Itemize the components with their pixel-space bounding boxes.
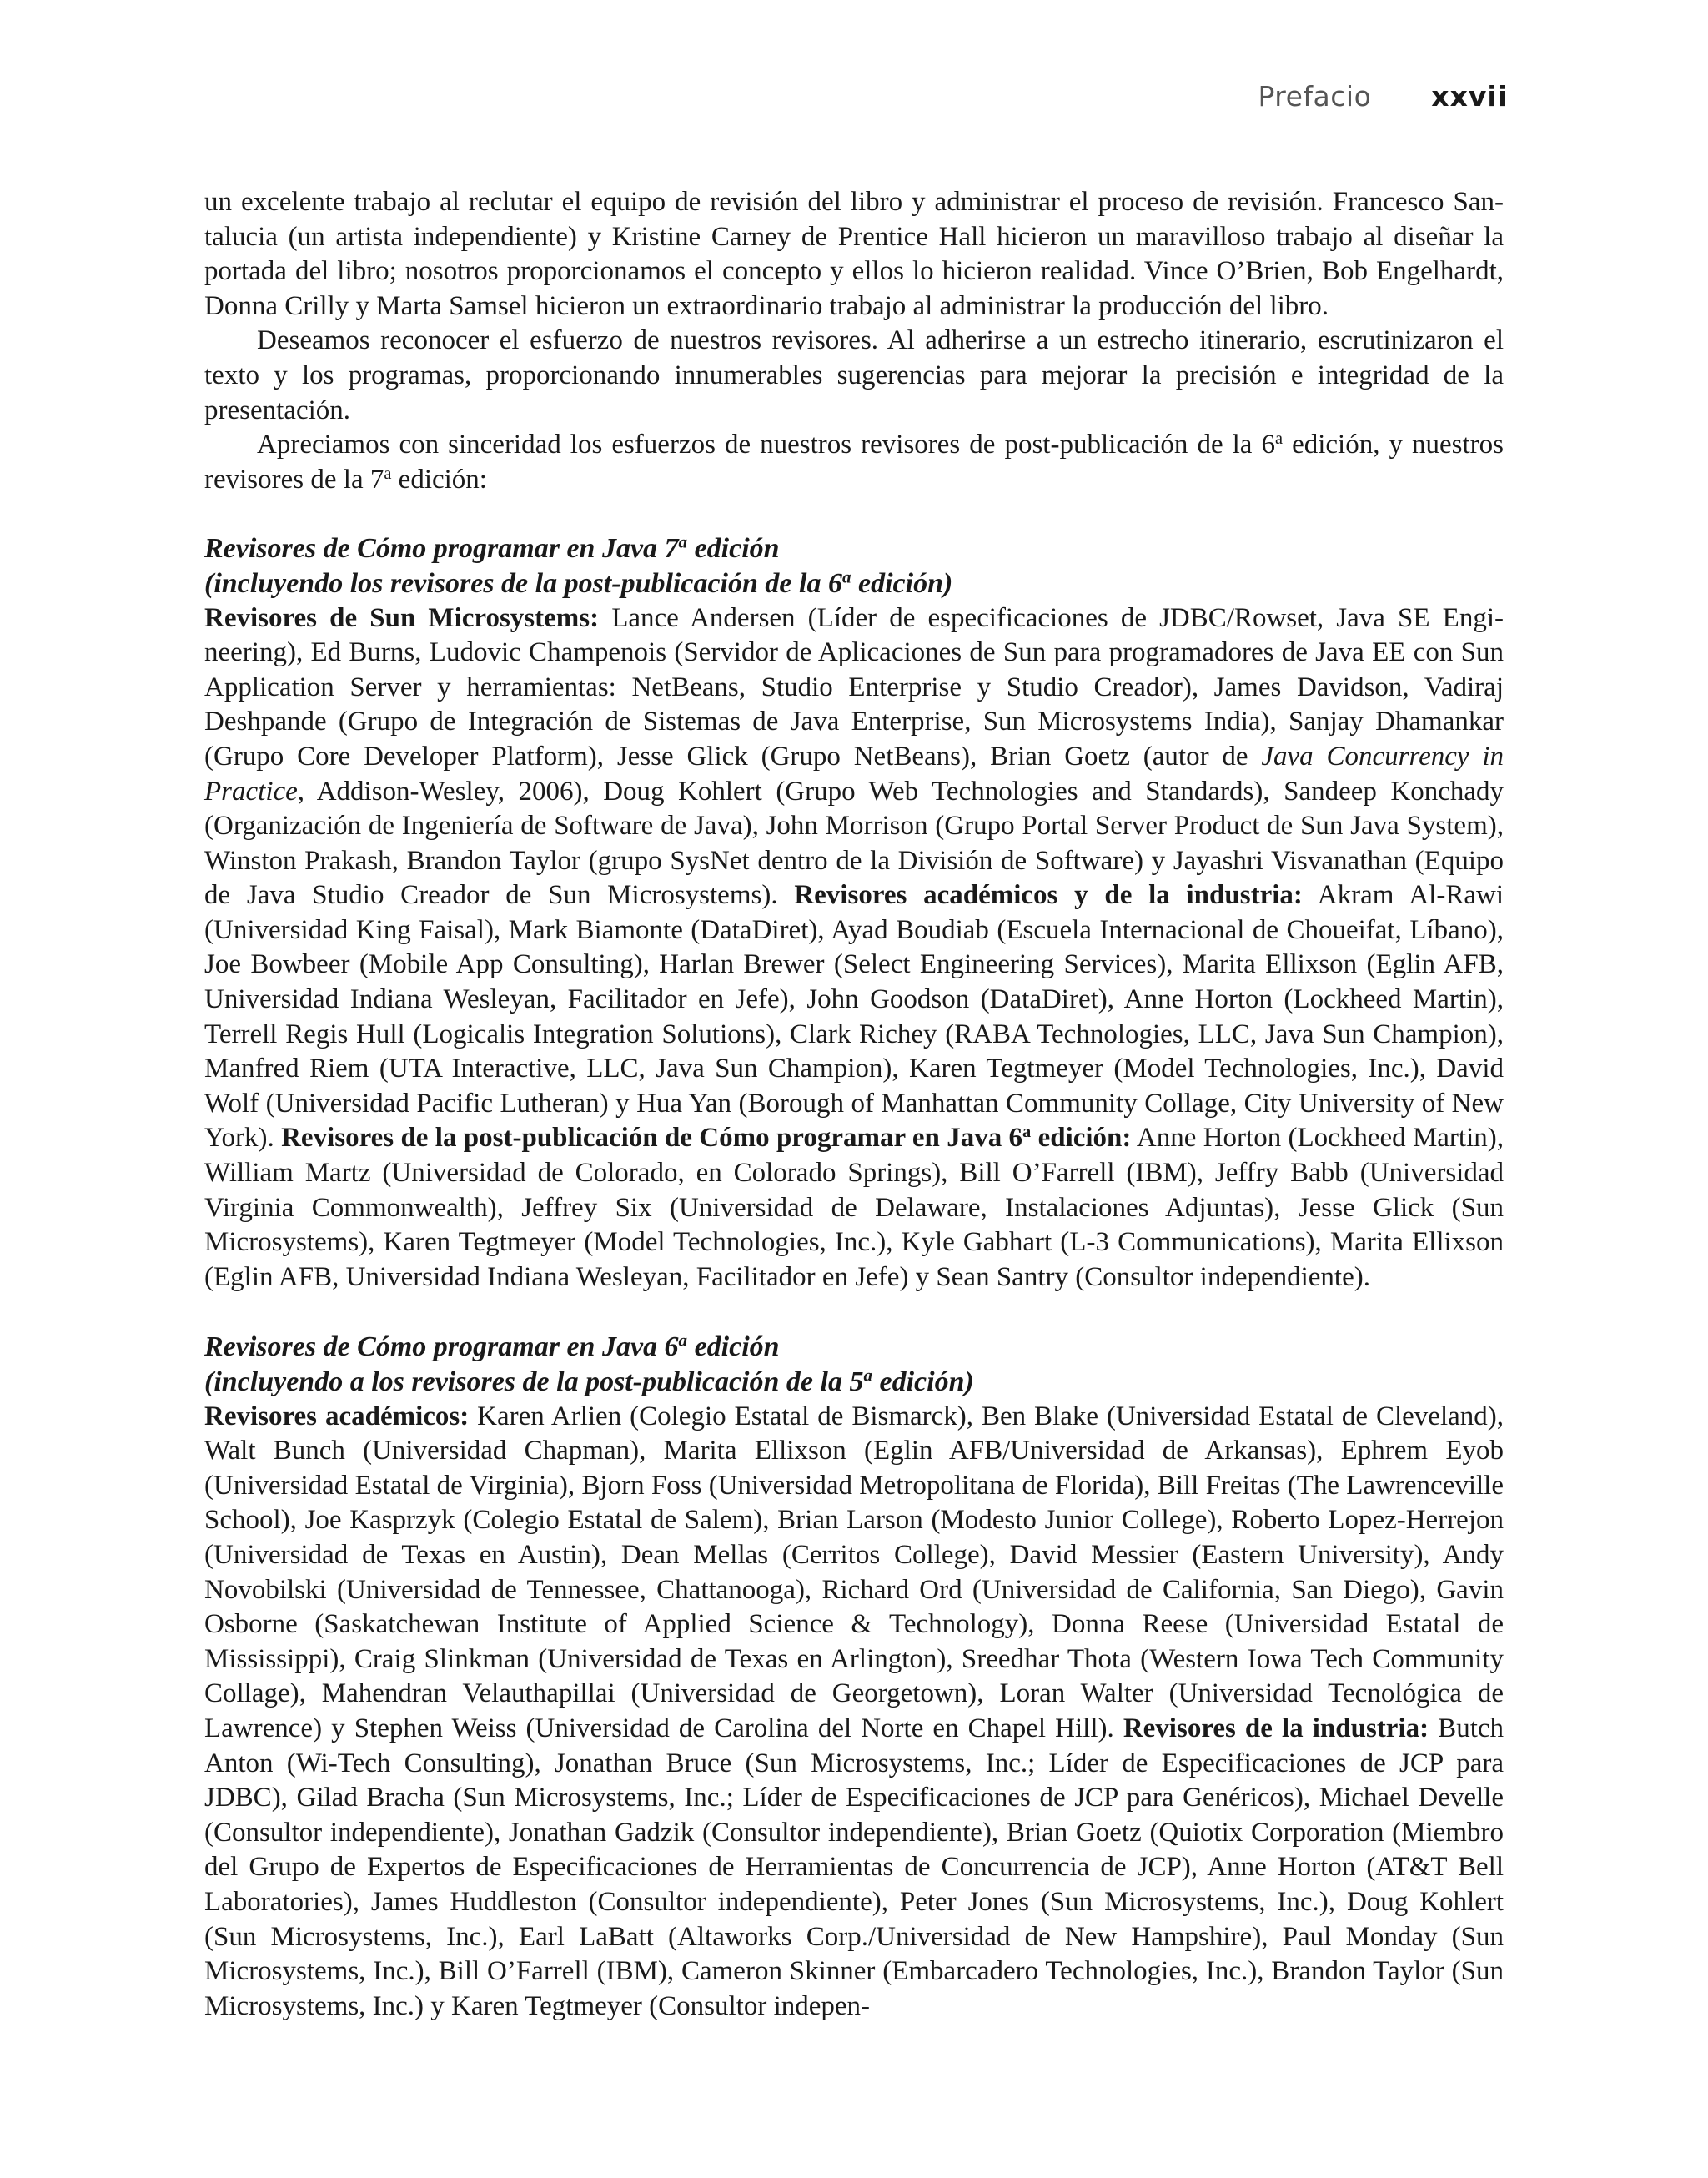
heading-7th-ordinal: a xyxy=(678,531,688,552)
p3-text-c: edición: xyxy=(391,464,487,495)
book-title: Java Concurrency in Practice xyxy=(204,741,1504,807)
section-subheading-7th xyxy=(204,566,1504,601)
heading-6th-ordinal: a xyxy=(678,1330,688,1351)
sun-reviewers-text-a: Lance Andersen (Líder de especificaciones de JDBC/Rowset, Java SE Engineering), Ed Burns, Ludovic Champenois (Servidor de Aplicaciones de Sun para programadores de Java EE con Sun Application Server y herramientas: NetBeans, Studio Enterprise y Studio Creador), James Davidson, Vadiraj Deshpande (Grupo de Integración de Sistemas de Java Enterprise, Sun Microsystems India), Sanjay Dhamankar (Grupo Core Developer Platform), Jesse Glick (Grupo NetBeans), Brian Goetz (autor de xyxy=(204,602,1504,772)
paragraph-intro-1: un excelente trabajo al reclutar el equipo de revisión del libro y administrar el proceso de revisión. Francesco Santalucia (un artista independiente) y Kristine Carney de Prentice Hall hicieron un maravilloso trabajo al diseñar la portada del libro; nosotros proporcionamos el concepto y ellos lo hicieron realidad. Vince O’Brien, Bob Engelhardt, Donna Crilly y Marta Samsel hicieron un extraordinario trabajo al administrar la producción del libro. xyxy=(204,187,1504,321)
sun-reviewers-text-b: , Addison-Wesley, 2006), Doug Kohlert (Grupo Web Technologies and Standards), Sandeep Konchady (Organización de Ingeniería de Software de Java), John Morrison (Grupo Portal Server Product de Sun Java System), Winston Prakash, Brandon Taylor (grupo SysNet dentro de la División de Software) y Jayashri Visvanathan (Equipo de Java Studio Creador de Sun Microsystems). xyxy=(204,776,1504,911)
subheading-6th-text-a: (incluyendo a los revisores de la post-publicación de la 5 xyxy=(204,1366,864,1397)
reviewers-6th-paragraph xyxy=(204,1400,1504,2025)
p3-ordinal-1: a xyxy=(1274,429,1284,448)
label-academic-reviewers: Revisores académicos: xyxy=(204,1401,470,1431)
heading-6th-text-b: edición xyxy=(687,1331,780,1363)
reviewers-7th-paragraph xyxy=(204,601,1504,1295)
p3-ordinal-2: a xyxy=(384,464,392,483)
paragraph-intro-3 xyxy=(204,428,1504,497)
label-post-text-b: edición: xyxy=(1031,1123,1132,1154)
academic-industry-reviewers-text: Akram Al-Rawi (Universidad King Faisal), Mark Biamonte (DataDiret), Ayad Boudiab (Escuela Internacional de Choueifat, Líbano), Joe Bowbeer (Mobile App Consulting), Harlan Brewer (Select Engineering Services), Marita Ellixson (Eglin AFB, Universidad Indiana Wesleyan, Facilitador en Jefe), John Goodson (DataDiret), Anne Horton (Lockheed Martin), Terrell Regis Hull (Logicalis Integration Solutions), Clark Richey (RABA Technologies, LLC, Java Sun Champion), Manfred Riem (UTA Interactive, LLC, Java Sun Champion), Karen Tegtmeyer (Model Technologies, Inc.), David Wolf (Universidad Pacific Lutheran) y Hua Yan (Borough of Manhattan Community Collage, City University of New York). xyxy=(204,880,1504,1154)
reviewers-6th-edition xyxy=(204,1330,1504,2024)
industry-reviewers-text: Butch Anton (Wi-Tech Consulting), Jonathan Bruce (Sun Microsystems, Inc.; Líder de Especificaciones de JCP para JDBC), Gilad Bracha (Sun Microsystems, Inc.; Líder de Especificaciones de JCP para Genéricos), Michael Develle (Consultor independiente), Jonathan Gadzik (Consultor independiente), Brian Goetz (Quiotix Corporation (Miembro del Grupo de Expertos de Especificaciones de Herramientas de Concurrencia de JCP), Anne Horton (AT&T Bell Laboratories), James Huddleston (Consultor independiente), Peter Jones (Sun Microsystems, Inc.), Doug Kohlert (Sun Microsystems, Inc.), Earl LaBatt (Altaworks Corp./Universidad de New Hampshire), Paul Monday (Sun Microsystems, Inc.), Bill O’Farrell (IBM), Cameron Skinner (Embarcadero Technologies, Inc.), Brandon Taylor (Sun Microsystems, Inc.) y Karen Tegtmeyer (Consultor indepen- xyxy=(204,1713,1505,2021)
label-post-ordinal: a xyxy=(1022,1123,1032,1142)
label-post-publication-reviewers xyxy=(281,1123,1131,1153)
paragraph-intro-2: Deseamos reconocer el esfuerzo de nuestros revisores. Al adherirse a un estrecho itinerario, escrutinizaron el texto y los programas, proporcionando innumerables sugerencias para mejorar la precisión e integridad de la presentación. xyxy=(204,325,1504,425)
section-subheading-6th xyxy=(204,1365,1504,1400)
subheading-7th-text-b: edición) xyxy=(851,567,953,599)
reviewers-7th-edition xyxy=(204,531,1504,1295)
section-heading-7th xyxy=(204,531,1504,566)
label-sun-reviewers: Revisores de Sun Microsystems: xyxy=(204,602,600,633)
label-academic-industry-reviewers: Revisores académicos y de la industria: xyxy=(794,880,1303,911)
heading-7th-text-a: Revisores de Cómo programar en Java 7 xyxy=(204,533,679,565)
section-title: Prefacio xyxy=(1258,80,1372,113)
subheading-7th-ordinal: a xyxy=(841,566,851,587)
p3-text-a: Apreciamos con sinceridad los esfuerzos de nuestros revisores de post-publicación de la 6 xyxy=(257,430,1275,460)
label-industry-reviewers: Revisores de la industria: xyxy=(1123,1713,1429,1743)
heading-7th-text-b: edición xyxy=(687,533,780,565)
subheading-6th-ordinal: a xyxy=(863,1365,872,1386)
heading-6th-text-a: Revisores de Cómo programar en Java 6 xyxy=(204,1331,679,1363)
p3-text-b: edición, y nuestros revisores de la 7 xyxy=(204,430,1504,495)
post-publication-reviewers-text: Anne Horton (Lockheed Martin), William Martz (Universidad de Colorado, en Colorado Springs), Bill O’Farrell (IBM), Jeffry Babb (Universidad Virginia Commonwealth), Jeffrey Six (Universidad de Delaware, Instalaciones Adjuntas), Jesse Glick (Sun Microsystems), Karen Tegtmeyer (Model Technologies, Inc.), Kyle Gabhart (L-3 Communications), Marita Ellixson (Eglin AFB, Universidad Indiana Wesleyan, Facilitador en Jefe) y Sean Santry (Consultor independiente). xyxy=(204,1123,1505,1292)
subheading-6th-text-b: edición) xyxy=(872,1366,974,1397)
label-post-text-a: Revisores de la post-publicación de Cómo programar en Java 6 xyxy=(281,1123,1023,1154)
academic-reviewers-text: Karen Arlien (Colegio Estatal de Bismarck), Ben Blake (Universidad Estatal de Cleveland), Walt Bunch (Universidad Chapman), Marita Ellixson (Eglin AFB/Universidad de Arkansas), Ephrem Eyob (Universidad Estatal de Virginia), Bjorn Foss (Universidad Metropolitana de Florida), Bill Freitas (The Lawrenceville School), Joe Kasprzyk (Colegio Estatal de Salem), Brian Larson (Modesto Junior College), Roberto Lopez-Herrejon (Universidad de Texas en Austin), Dean Mellas (Cerritos College), David Messier (Eastern University), Andy Novobilski (Universidad de Tennessee, Chattanooga), Richard Ord (Universidad de California, San Diego), Gavin Osborne (Saskatchewan Institute of Applied Science & Technology), Donna Reese (Universidad Estatal de Mississippi), Craig Slinkman (Universidad de Texas en Arlington), Sreedhar Thota (Western Iowa Tech Community Collage), Mahendran Velauthapillai (Universidad de Georgetown), Loran Walter (Universidad Tecnológica de Lawrence) y Stephen Weiss (Universidad de Carolina del Norte en Chapel Hill). xyxy=(204,1401,1504,1743)
running-header xyxy=(1258,80,1508,113)
section-heading-6th xyxy=(204,1330,1504,1365)
subheading-7th-text-a: (incluyendo los revisores de la post-publicación de la 6 xyxy=(204,567,842,599)
page-body xyxy=(204,185,1504,2024)
page-number: xxvii xyxy=(1431,80,1508,113)
